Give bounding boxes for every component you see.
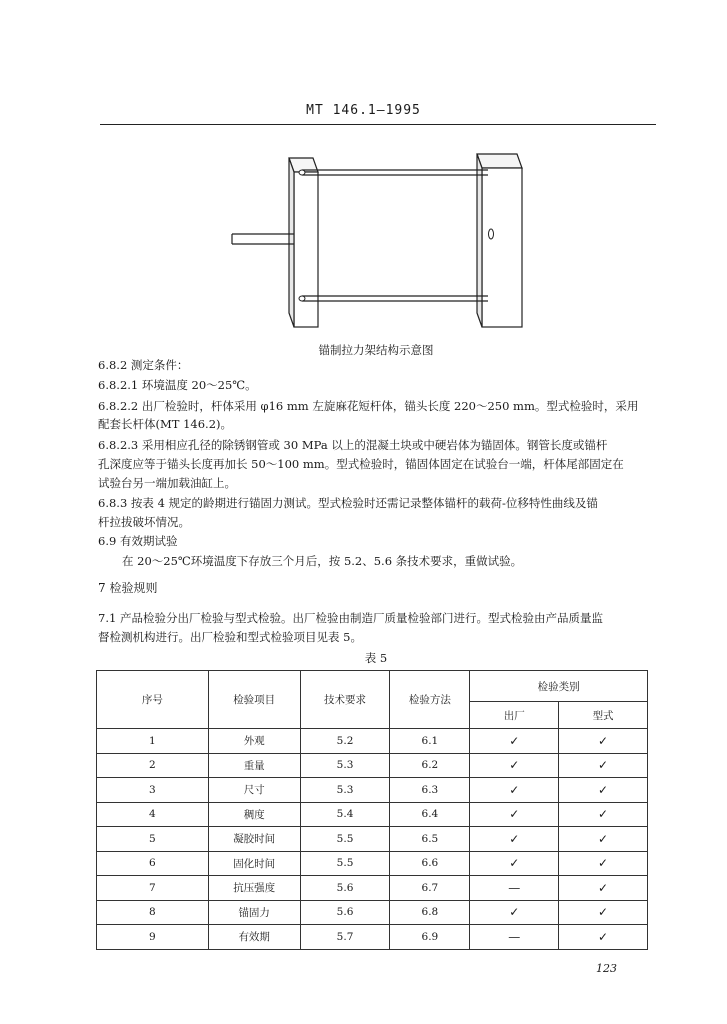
cell-method: 6.2	[390, 753, 470, 778]
table-row	[97, 851, 648, 876]
cell-method: 6.7	[390, 876, 470, 901]
cell-item: 固化时间	[208, 851, 300, 876]
cell-requirement: 5.6	[300, 876, 390, 901]
paragraph-7-1: 督检测机构进行。出厂检验和型式检验项目见表 5。	[98, 630, 362, 644]
cell-no: 1	[97, 729, 209, 754]
cell-no: 5	[97, 827, 209, 852]
cell-item: 凝胶时间	[208, 827, 300, 852]
header-type: 型式	[559, 702, 648, 729]
cell-factory: ✓	[470, 851, 559, 876]
table-row	[97, 827, 648, 852]
paragraph-line: 6.9 有效期试验	[98, 534, 178, 548]
cell-type: ✓	[559, 802, 648, 827]
tie-rods	[299, 170, 488, 301]
header-factory: 出厂	[470, 702, 559, 729]
cell-type: ✓	[559, 753, 648, 778]
cell-requirement: 5.2	[300, 729, 390, 754]
cell-factory: ✓	[470, 802, 559, 827]
inspection-items-table	[96, 670, 648, 950]
cell-item: 稠度	[208, 802, 300, 827]
cell-method: 6.6	[390, 851, 470, 876]
page-number: 123	[596, 962, 617, 975]
table-caption: 表 5	[364, 651, 388, 665]
cell-method: 6.4	[390, 802, 470, 827]
cell-type: ✓	[559, 900, 648, 925]
cell-requirement: 5.3	[300, 753, 390, 778]
cell-item: 外观	[208, 729, 300, 754]
section-7-title: 7 检验规则	[98, 581, 158, 595]
cell-no: 8	[97, 900, 209, 925]
header-item: 检验项目	[208, 671, 300, 729]
table-row	[97, 900, 648, 925]
paragraph-line: 6.8.2.2 出厂检验时，杆体采用 φ16 mm 左旋麻花短杆体，锚头长度 220～250 mm。型式检验时，采用	[98, 399, 639, 413]
cell-type: ✓	[559, 729, 648, 754]
paragraph-line: 6.8.3 按表 4 规定的龄期进行锚固力测试。型式检验时还需记录整体锚杆的载荷-位移特性曲线及锚	[98, 496, 598, 510]
cell-type: ✓	[559, 851, 648, 876]
cell-item: 尺寸	[208, 778, 300, 803]
cell-factory: ✓	[470, 827, 559, 852]
paragraph-line: 孔深度应等于锚头长度再加长 50～100 mm。型式检验时，锚固体固定在试验台一端，杆体尾部固定在	[98, 457, 624, 471]
cell-method: 6.5	[390, 827, 470, 852]
paragraph-line: 在 20～25℃环境温度下存放三个月后，按 5.2、5.6 条技术要求，重做试验。	[122, 554, 523, 568]
header-category: 检验类别	[470, 671, 648, 702]
paragraph-line: 6.8.2 测定条件：	[98, 358, 189, 372]
cell-type: ✓	[559, 925, 648, 950]
header-requirement: 技术要求	[300, 671, 390, 729]
cell-requirement: 5.3	[300, 778, 390, 803]
table-row	[97, 925, 648, 950]
paragraph-line: 配套长杆体(MT 146.2)。	[98, 417, 232, 431]
cell-type: ✓	[559, 876, 648, 901]
cell-item: 有效期	[208, 925, 300, 950]
cell-no: 2	[97, 753, 209, 778]
cell-factory: ✓	[470, 729, 559, 754]
page-header-title: MT 146.1—1995	[306, 103, 421, 118]
cell-no: 9	[97, 925, 209, 950]
paragraph-line: 6.8.2.3 采用相应孔径的除锈钢管或 30 MPa 以上的混凝土块或中硬岩体为锚固体。钢管长度或锚杆	[98, 438, 608, 452]
table-row	[97, 753, 648, 778]
anchor-rod	[232, 234, 294, 244]
cell-item: 重量	[208, 753, 300, 778]
figure-caption: 锚制拉力架结构示意图	[318, 343, 434, 357]
cell-factory: —	[470, 876, 559, 901]
header-no: 序号	[97, 671, 209, 729]
cell-no: 3	[97, 778, 209, 803]
cell-requirement: 5.6	[300, 900, 390, 925]
cell-no: 6	[97, 851, 209, 876]
header-rule	[100, 124, 656, 125]
cell-requirement: 5.5	[300, 827, 390, 852]
paragraph-line: 试验台另一端加载油缸上。	[98, 476, 236, 490]
cell-item: 锚固力	[208, 900, 300, 925]
cell-item: 抗压强度	[208, 876, 300, 901]
header-method: 检验方法	[390, 671, 470, 729]
cell-method: 6.1	[390, 729, 470, 754]
cell-requirement: 5.4	[300, 802, 390, 827]
table-row	[97, 876, 648, 901]
cell-factory: —	[470, 925, 559, 950]
cell-no: 4	[97, 802, 209, 827]
cell-method: 6.9	[390, 925, 470, 950]
cell-factory: ✓	[470, 900, 559, 925]
cell-type: ✓	[559, 827, 648, 852]
cell-requirement: 5.7	[300, 925, 390, 950]
table-row	[97, 802, 648, 827]
table-row	[97, 778, 648, 803]
anchor-tension-frame-diagram	[220, 150, 540, 335]
cell-type: ✓	[559, 778, 648, 803]
cell-no: 7	[97, 876, 209, 901]
cell-factory: ✓	[470, 753, 559, 778]
left-block	[289, 158, 318, 327]
cell-method: 6.8	[390, 900, 470, 925]
paragraph-line: 杆拉拔破坏情况。	[98, 515, 190, 529]
cell-requirement: 5.5	[300, 851, 390, 876]
paragraph-line: 6.8.2.1 环境温度 20～25℃。	[98, 378, 257, 392]
cell-method: 6.3	[390, 778, 470, 803]
paragraph-7-1: 7.1 产品检验分出厂检验与型式检验。出厂检验由制造厂质量检验部门进行。型式检验由产品质量监	[98, 611, 603, 625]
table-row	[97, 729, 648, 754]
cell-factory: ✓	[470, 778, 559, 803]
